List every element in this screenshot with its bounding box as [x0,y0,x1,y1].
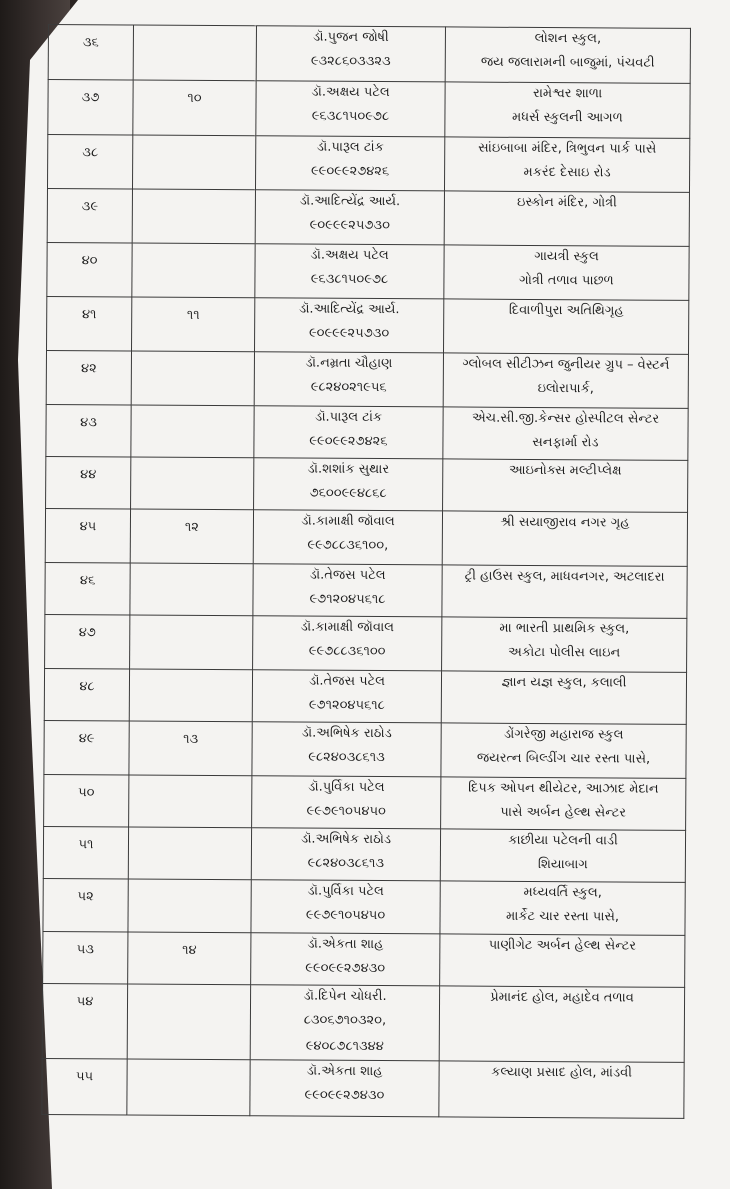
doctor-phone: ૯૬૩૮૧૫૦૯૭૮ [310,271,389,288]
location-line: ટ્રી હાઉસ સ્કુલ, માધવનગર, અટલાદરા [464,568,665,585]
location-cell [443,299,688,354]
doctor-phone: ૯૮૨૪૦૩૮૬૧૩ [307,855,385,872]
zone-number-cell [132,135,255,190]
location-cell [441,777,686,830]
location-cell [440,881,685,935]
location-line: પાણીગેટ અર્બન હેલ્થ સેન્ટર [488,937,637,954]
serial-number-cell [47,135,132,190]
doctor-name: ડૉ.પારૂલ ટાંક [316,139,384,156]
zone-number [131,463,253,464]
serial-number-cell [43,878,128,932]
location-line: સનફાર્મા રોડ [532,434,599,451]
doctor-phone: ૯૩૨૮૬૦૩૩૨૩ [310,53,391,70]
doctor-phone: ૯૬૩૮૧૫૦૯૭૮ [311,108,390,125]
location-cell [442,565,687,618]
location-line: મકરંદ દેસાઇ રોડ [523,164,611,181]
zone-number [129,781,251,782]
doctor-phone: ૯૯૭૯૧૦૫૪૫૦ [305,907,386,924]
zone-number [133,141,255,142]
location-cell [443,353,688,408]
location-cell [443,407,688,460]
zone-number [131,569,253,570]
zone-number-cell [132,189,255,244]
location-cell [440,829,685,882]
location-cell [439,1061,684,1118]
doctor-name: ડૉ.પારૂલ ટાંક [315,409,383,426]
location-cell [440,934,685,987]
zone-number [129,833,251,834]
doctor-cell [256,26,445,82]
doctor-cell [251,880,440,934]
zone-number: ૧૧ [186,307,200,323]
serial-number-cell [42,1058,127,1115]
location-line: મધ્યવર્તિ સ્કુલ, [523,884,602,901]
serial-number-cell [45,614,130,669]
doctor-name: ડૉ.અક્ષય પટેલ [310,247,389,264]
doctor-cell [256,81,445,137]
doctor-name: ડૉ.આદિત્યેંદ્ર આર્ય. [299,193,401,210]
doctor-cell [255,244,444,299]
zone-number: ૧૩ [183,731,199,747]
location-cell [444,191,689,246]
location-line: દિવાળીપુરા અતિથિગૃહ [508,302,624,319]
serial-number: ૩૮ [82,145,99,161]
doctor-phone: ૮૩૦૬૭૧૦૩૨૦, [303,1012,387,1029]
zone-number-cell [129,721,252,776]
zone-number-cell [131,457,254,510]
zone-number: ૧૪ [182,942,197,958]
zone-number [132,357,254,358]
doctor-phone: ૯૮૨૪૦૩૮૬૧૩ [308,749,385,766]
location-line: એચ.સી.જી.કેન્સર હોસ્પીટલ સેન્ટર [471,410,660,427]
location-cell [442,617,687,672]
serial-number: ૫૪ [76,994,94,1010]
doctor-cell [254,352,443,407]
location-cell [445,82,690,138]
location-line: ઇસ્કોન મંદિર, ગોત્રી [516,194,617,211]
doctor-cell [251,933,440,986]
serial-number-cell [47,188,132,243]
location-cell [441,723,686,778]
location-line: કાછીયા પટેલની વાડી [508,832,618,849]
doctor-cell [254,458,443,511]
zone-number-cell [133,80,256,136]
doctor-name: ડૉ.એકતા શાહ [307,936,384,953]
zone-number [132,411,254,412]
doctor-phone: ૯૯૭૯૧૦૫૪૫૦ [306,803,386,820]
table-row [45,614,687,672]
location-cell [444,137,689,192]
table-row [44,668,686,724]
zone-number-cell [130,509,253,564]
doctor-name: ડૉ.એકતા શાહ [306,1063,383,1080]
serial-number: ૪૩ [80,415,97,431]
table-row [44,774,686,830]
doctor-cell [253,510,442,565]
doctor-name: ડૉ.અક્ષય પટેલ [311,84,390,101]
doctor-cell [252,776,441,829]
serial-number: ૩૯ [81,199,99,215]
location-line: પ્રેમાનંદ હોલ, મહાદેવ તળાવ [490,989,634,1006]
doctor-cell [255,190,444,245]
doctor-phone: ૯૯૦૯૯૨૭૪૩૦ [305,960,386,977]
table-row [46,456,688,512]
table-row [43,878,685,935]
serial-number: ૩૬ [82,35,99,51]
table-row [44,720,686,778]
location-cell [445,27,690,83]
doctor-phone: ૯૯૭૮૮૩૬૧૦૦ [308,643,386,660]
serial-number-cell [43,826,128,879]
zone-number [134,31,256,32]
serial-number-cell [45,562,130,615]
serial-number-cell [47,296,132,351]
doctor-name: ડૉ.અભિષેક રાઠોડ [301,725,392,742]
location-line: ગાયત્રી સ્કુલ [534,248,599,265]
table-row [47,188,689,246]
table-row [43,931,685,987]
doctor-name: ડૉ.દિપેન ચોધરી. [303,988,387,1005]
doctor-cell [252,722,441,777]
serial-number-cell [46,350,131,405]
doctor-phone: ૭૬૦૦૯૯૪૮૬૮ [309,485,387,502]
doctor-name: ડૉ.અભિષેક રાઠોડ [300,831,392,848]
serial-number: ૪૬ [79,573,96,589]
zone-number-cell [128,879,251,933]
doctor-cell [250,1060,439,1117]
table-row [43,826,685,882]
serial-number: ૫૦ [78,785,95,801]
location-line: માર્કેટ ચાર રસ્તા પાસે, [505,908,620,925]
table-row [47,296,689,354]
zone-number-cell [128,932,251,985]
table-row [48,25,690,84]
location-cell [444,245,689,300]
doctor-phone: ૯૭૧૨૦૪૫૬૧૮ [308,697,385,714]
zone-number [133,249,255,250]
doctor-phone: ૯૪૦૮૭૮૧૩૪૪ [305,1038,384,1055]
doctor-phone: ૯૯૦૯૯૨૭૪૩૦ [304,1087,385,1104]
doctor-cell [253,616,442,671]
doctor-phone: ૯૭૧૨૦૪૫૬૧૮ [309,591,386,608]
serial-number: ૪૫ [79,519,97,535]
table-row [45,562,687,618]
serial-number-cell [48,80,133,136]
table-body [42,25,691,1119]
serial-number: ૩૭ [81,90,100,106]
location-line: જય જલારામની બાજુમાં, પંચવટી [480,54,655,71]
location-line: મા ભારતી પ્રાથમિક સ્કુલ, [499,620,630,637]
location-line: લોશન સ્કુલ, [534,30,602,47]
doctor-cell [254,406,443,459]
doctor-name: ડૉ.પુજન જોષી [313,29,389,46]
serial-number: ૫૩ [76,942,94,958]
doctor-phone: ૯૯૦૯૯૨૭૪૨૬ [309,433,388,450]
serial-number-cell [44,774,129,827]
location-line: દિપક ઓપન થીયેટર, આઝાદ મેદાન [468,780,659,797]
location-line: રામેશ્વર શાળા [532,85,603,102]
doctor-name: ડૉ.કામાક્ષી જૉવાલ [301,513,395,530]
zone-number-cell [127,1059,250,1116]
doctor-phone: ૯૯૭૮૮૩૬૧૦૦, [307,537,389,554]
serial-number: ૫૨ [77,889,94,905]
serial-number: ૫૫ [75,1069,94,1085]
zone-number-cell [131,351,254,406]
zone-number-cell [130,615,253,670]
zone-number-cell [130,563,253,616]
doctor-cell [255,298,444,353]
zone-number-cell [132,243,255,298]
serial-number-cell [47,242,132,297]
doctor-name: ડૉ.તેજસ પટેલ [308,673,386,690]
location-cell [442,511,687,566]
doctor-name: ડૉ.પુર્વિકા પટેલ [307,883,384,900]
doctor-phone: ૯૦૯૯૯૨૫૭૩૦ [308,325,390,342]
table-row [46,404,688,460]
doctor-name: ડૉ.શશાંક સુથાર [307,461,390,478]
table-row [45,508,687,566]
doctor-phone: ૯૯૦૯૯૨૭૪૨૬ [310,163,390,180]
doctor-name: ડૉ.પુર્વિકા પટેલ [308,779,385,796]
table-row [42,1058,684,1118]
table-row [48,80,690,139]
zone-number: ૧૦ [187,90,202,106]
serial-number: ૪૨ [80,361,97,377]
serial-number: ૪૯ [78,731,95,747]
doctor-name: ડૉ.નમ્રતા ચૌહાણ [305,355,393,372]
zone-number-cell [131,405,254,458]
doctor-cell [253,564,442,617]
serial-number-cell [45,508,130,563]
table-row [46,350,688,408]
serial-number-cell [43,931,128,984]
doctor-name: ડૉ.આદિત્યેંદ્ર આર્ય. [298,301,400,318]
location-line: શિયાબાગ [537,857,588,873]
doctor-phone: ૯૮૨૪૦૨૧૯૫૬ [310,379,387,396]
zone-number-cell [127,984,250,1060]
doctor-name: ડૉ.તેજસ પટેલ [309,567,386,584]
zone-number [130,621,252,622]
location-cell [443,459,688,512]
location-line: પાસે અર્બન હેલ્થ સેન્ટર [500,804,627,821]
location-line: આઇનોક્સ મલ્ટીપ્લેક્ષ [508,462,622,479]
zone-number-cell [129,775,252,828]
location-line: શ્રી સયાજીરાવ નગર ગૃહ [500,514,630,531]
table-row [42,983,684,1062]
doctor-phone: ૯૦૯૯૯૨૫૭૩૦ [309,217,390,234]
serial-number: ૪૧ [81,307,97,323]
location-line: ગોત્રી તળાવ પાછળ [519,272,614,289]
location-line: અકોટા પોલીસ લાઇન [508,644,621,661]
serial-number-cell [48,25,133,81]
location-line: કલ્યાણ પ્રસાદ હોલ, માંડવી [491,1064,632,1081]
location-line: મધર્સ સ્કુલની આગળ [511,109,623,126]
zone-number-cell [128,827,251,880]
doctor-name: ડૉ.કામાક્ષી જૉવાલ [300,619,395,636]
zone-number [128,990,250,991]
location-cell [441,671,686,724]
zone-number-cell [132,297,255,352]
serial-number: ૪૦ [81,253,98,269]
serial-number: ૪૭ [78,625,96,641]
doctor-cell [255,136,444,191]
zone-number-cell [129,669,252,722]
serial-number-cell [46,456,131,509]
zone-number-cell [133,25,256,81]
location-line: ઇલોરાપાર્ક, [537,380,594,397]
location-line: ડોંગરેજી મહારાજ સ્કુલ [503,726,624,743]
serial-number-cell [44,720,129,775]
doctor-schedule-table [41,24,691,1119]
serial-number-cell [46,404,131,457]
doctor-cell [250,985,439,1061]
serial-number: ૪૪ [80,467,97,483]
serial-number-cell [42,983,127,1059]
serial-number-cell [44,668,129,721]
location-line: જયરત્ન બિલ્ડીંગ ચાર રસ્તા પાસે, [476,750,651,767]
doctor-cell [252,670,441,723]
zone-number [133,195,255,196]
table-row [47,135,689,193]
zone-number [130,675,252,676]
location-line: ગ્લોબલ સીટીઝન જુનીયર ગ્રુપ – વેસ્ટર્ન [462,356,670,373]
table-row [47,242,689,300]
zone-number [129,885,251,886]
zone-number: ૧૨ [184,519,199,535]
doctor-cell [251,828,440,881]
serial-number: ૪૮ [79,679,95,695]
serial-number: ૫૧ [78,837,94,853]
location-cell [439,986,684,1062]
location-line: જ્ઞાન યજ્ઞ સ્કુલ, કલાલી [501,674,627,691]
zone-number [128,1065,250,1066]
location-line: સાંઇબાબા મંદિર, ત્રિભુવન પાર્ક પાસે [478,140,657,157]
